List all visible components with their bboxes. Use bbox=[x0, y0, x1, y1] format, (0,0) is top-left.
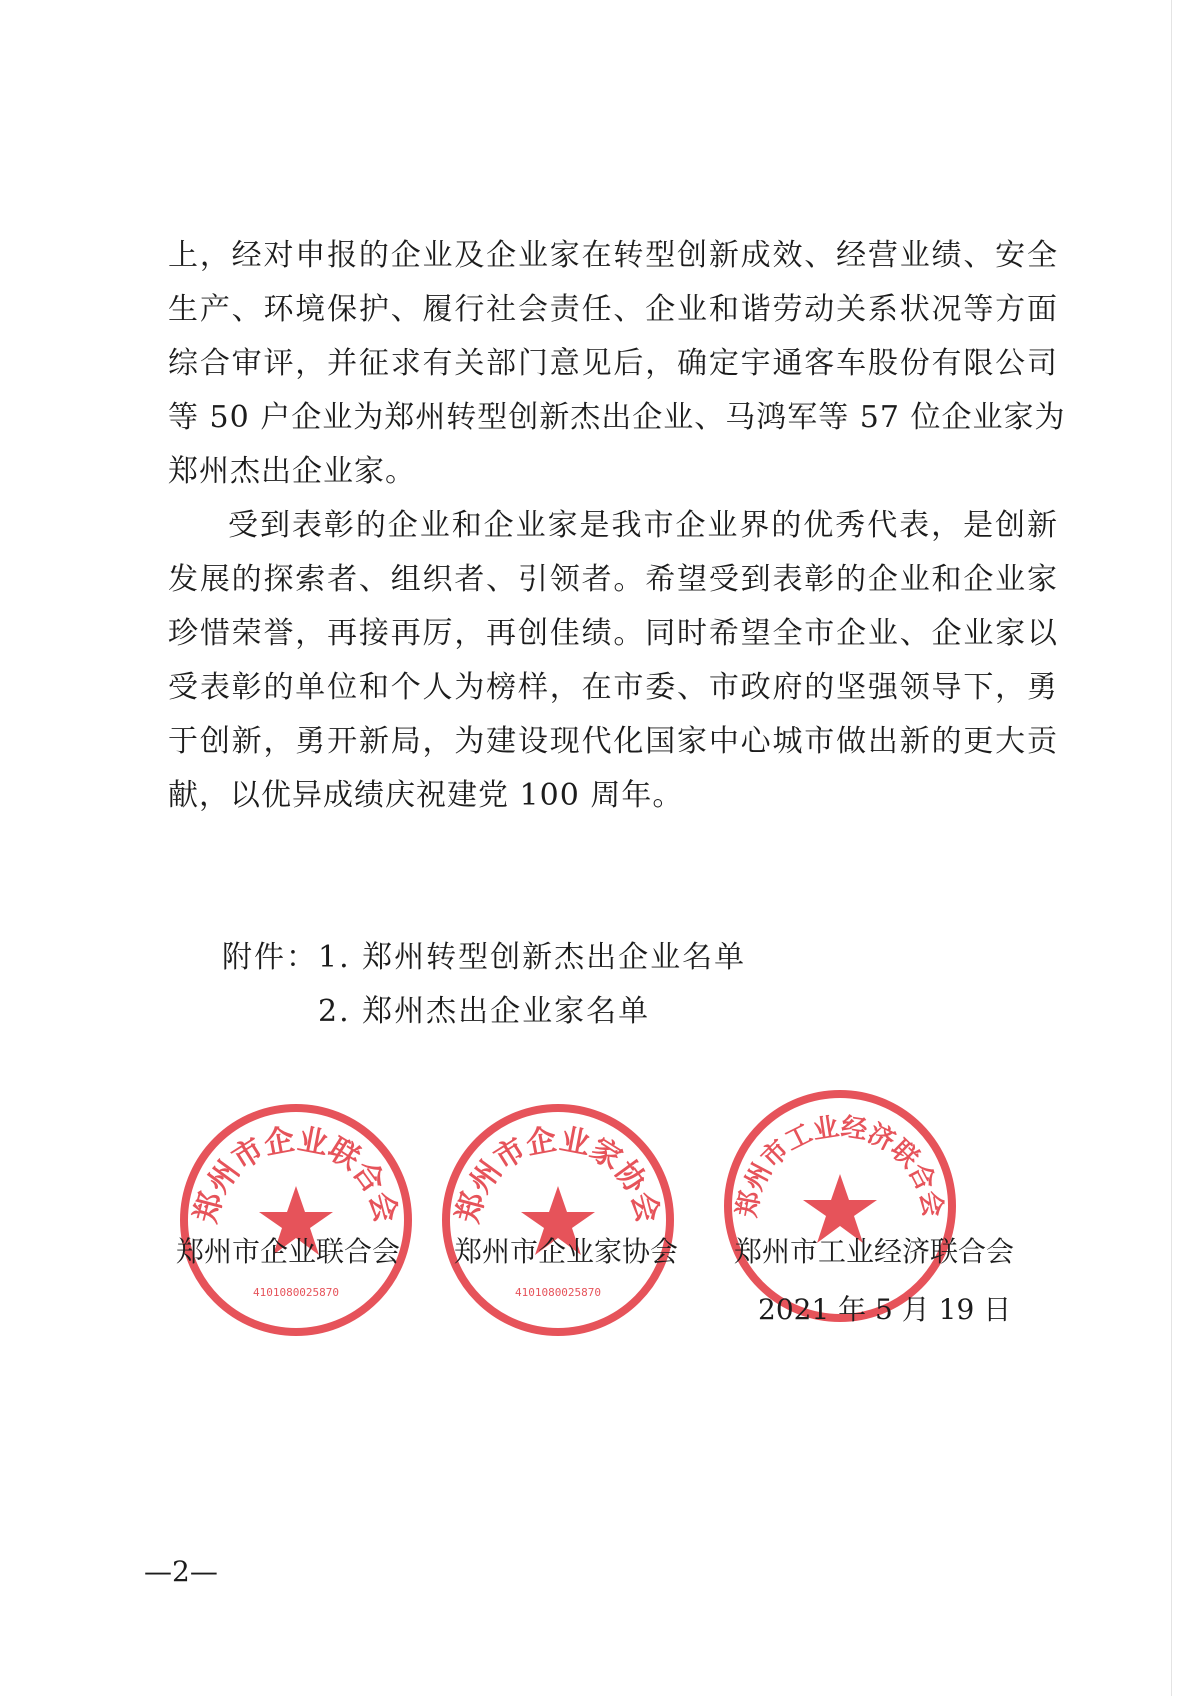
attachment-item: 1. 郑州转型创新杰出企业名单 bbox=[318, 940, 747, 975]
scan-edge bbox=[1171, 0, 1172, 1696]
paragraph-2-line: 受到表彰的企业和企业家是我市企业界的优秀代表，是创新 bbox=[228, 508, 1058, 543]
signatory-2: 郑州市企业家协会 bbox=[454, 1235, 679, 1268]
seal-text: 郑州市企业联合会 bbox=[188, 1122, 404, 1227]
paragraph-1-line: 生产、环境保护、履行社会责任、企业和谐劳动关系状况等方面 bbox=[168, 292, 1058, 327]
seal-1-graphic bbox=[176, 1100, 416, 1340]
paragraph-2-line: 献，以优异成绩庆祝建党 100 周年。 bbox=[168, 778, 684, 813]
signatory-3: 郑州市工业经济联合会 bbox=[734, 1235, 1015, 1268]
attachment-item: 2. 郑州杰出企业家名单 bbox=[318, 994, 651, 1029]
seal-2-graphic bbox=[438, 1100, 678, 1340]
seal-serial: 4101080025870 bbox=[252, 1286, 340, 1299]
paragraph-2-line: 珍惜荣誉，再接再厉，再创佳绩。同时希望全市企业、企业家以 bbox=[168, 616, 1058, 651]
paragraph-1-line: 郑州杰出企业家。 bbox=[168, 454, 416, 489]
paragraph-2-line: 发展的探索者、组织者、引领者。希望受到表彰的企业和企业家 bbox=[168, 562, 1058, 597]
attachment-label: 附件： bbox=[222, 940, 318, 975]
seal-serial: 4101080025870 bbox=[514, 1286, 602, 1299]
paragraph-2-line: 于创新，勇开新局，为建设现代化国家中心城市做出新的更大贡 bbox=[168, 724, 1058, 759]
official-seal-1 bbox=[176, 1100, 416, 1340]
page-number: —2— bbox=[144, 1555, 218, 1588]
paragraph-2-line: 受表彰的单位和个人为榜样，在市委、市政府的坚强领导下，勇 bbox=[168, 670, 1058, 705]
seal-text: 郑州市企业家协会 bbox=[450, 1122, 666, 1227]
signatory-row bbox=[176, 1232, 1036, 1272]
signatory-1: 郑州市企业联合会 bbox=[176, 1235, 401, 1268]
paragraph-1-line: 等 50 户企业为郑州转型创新杰出企业、马鸿军等 57 位企业家为 bbox=[168, 400, 1066, 435]
official-seal-2 bbox=[438, 1100, 678, 1340]
seal-text: 郑州市工业经济联合会 bbox=[732, 1112, 948, 1220]
paragraph-1-line: 综合审评，并征求有关部门意见后，确定宇通客车股份有限公司 bbox=[168, 346, 1058, 381]
document-date: 2021 年 5 月 19 日 bbox=[758, 1293, 1012, 1326]
paragraph-1-line: 上，经对申报的企业及企业家在转型创新成效、经营业绩、安全 bbox=[168, 238, 1058, 273]
